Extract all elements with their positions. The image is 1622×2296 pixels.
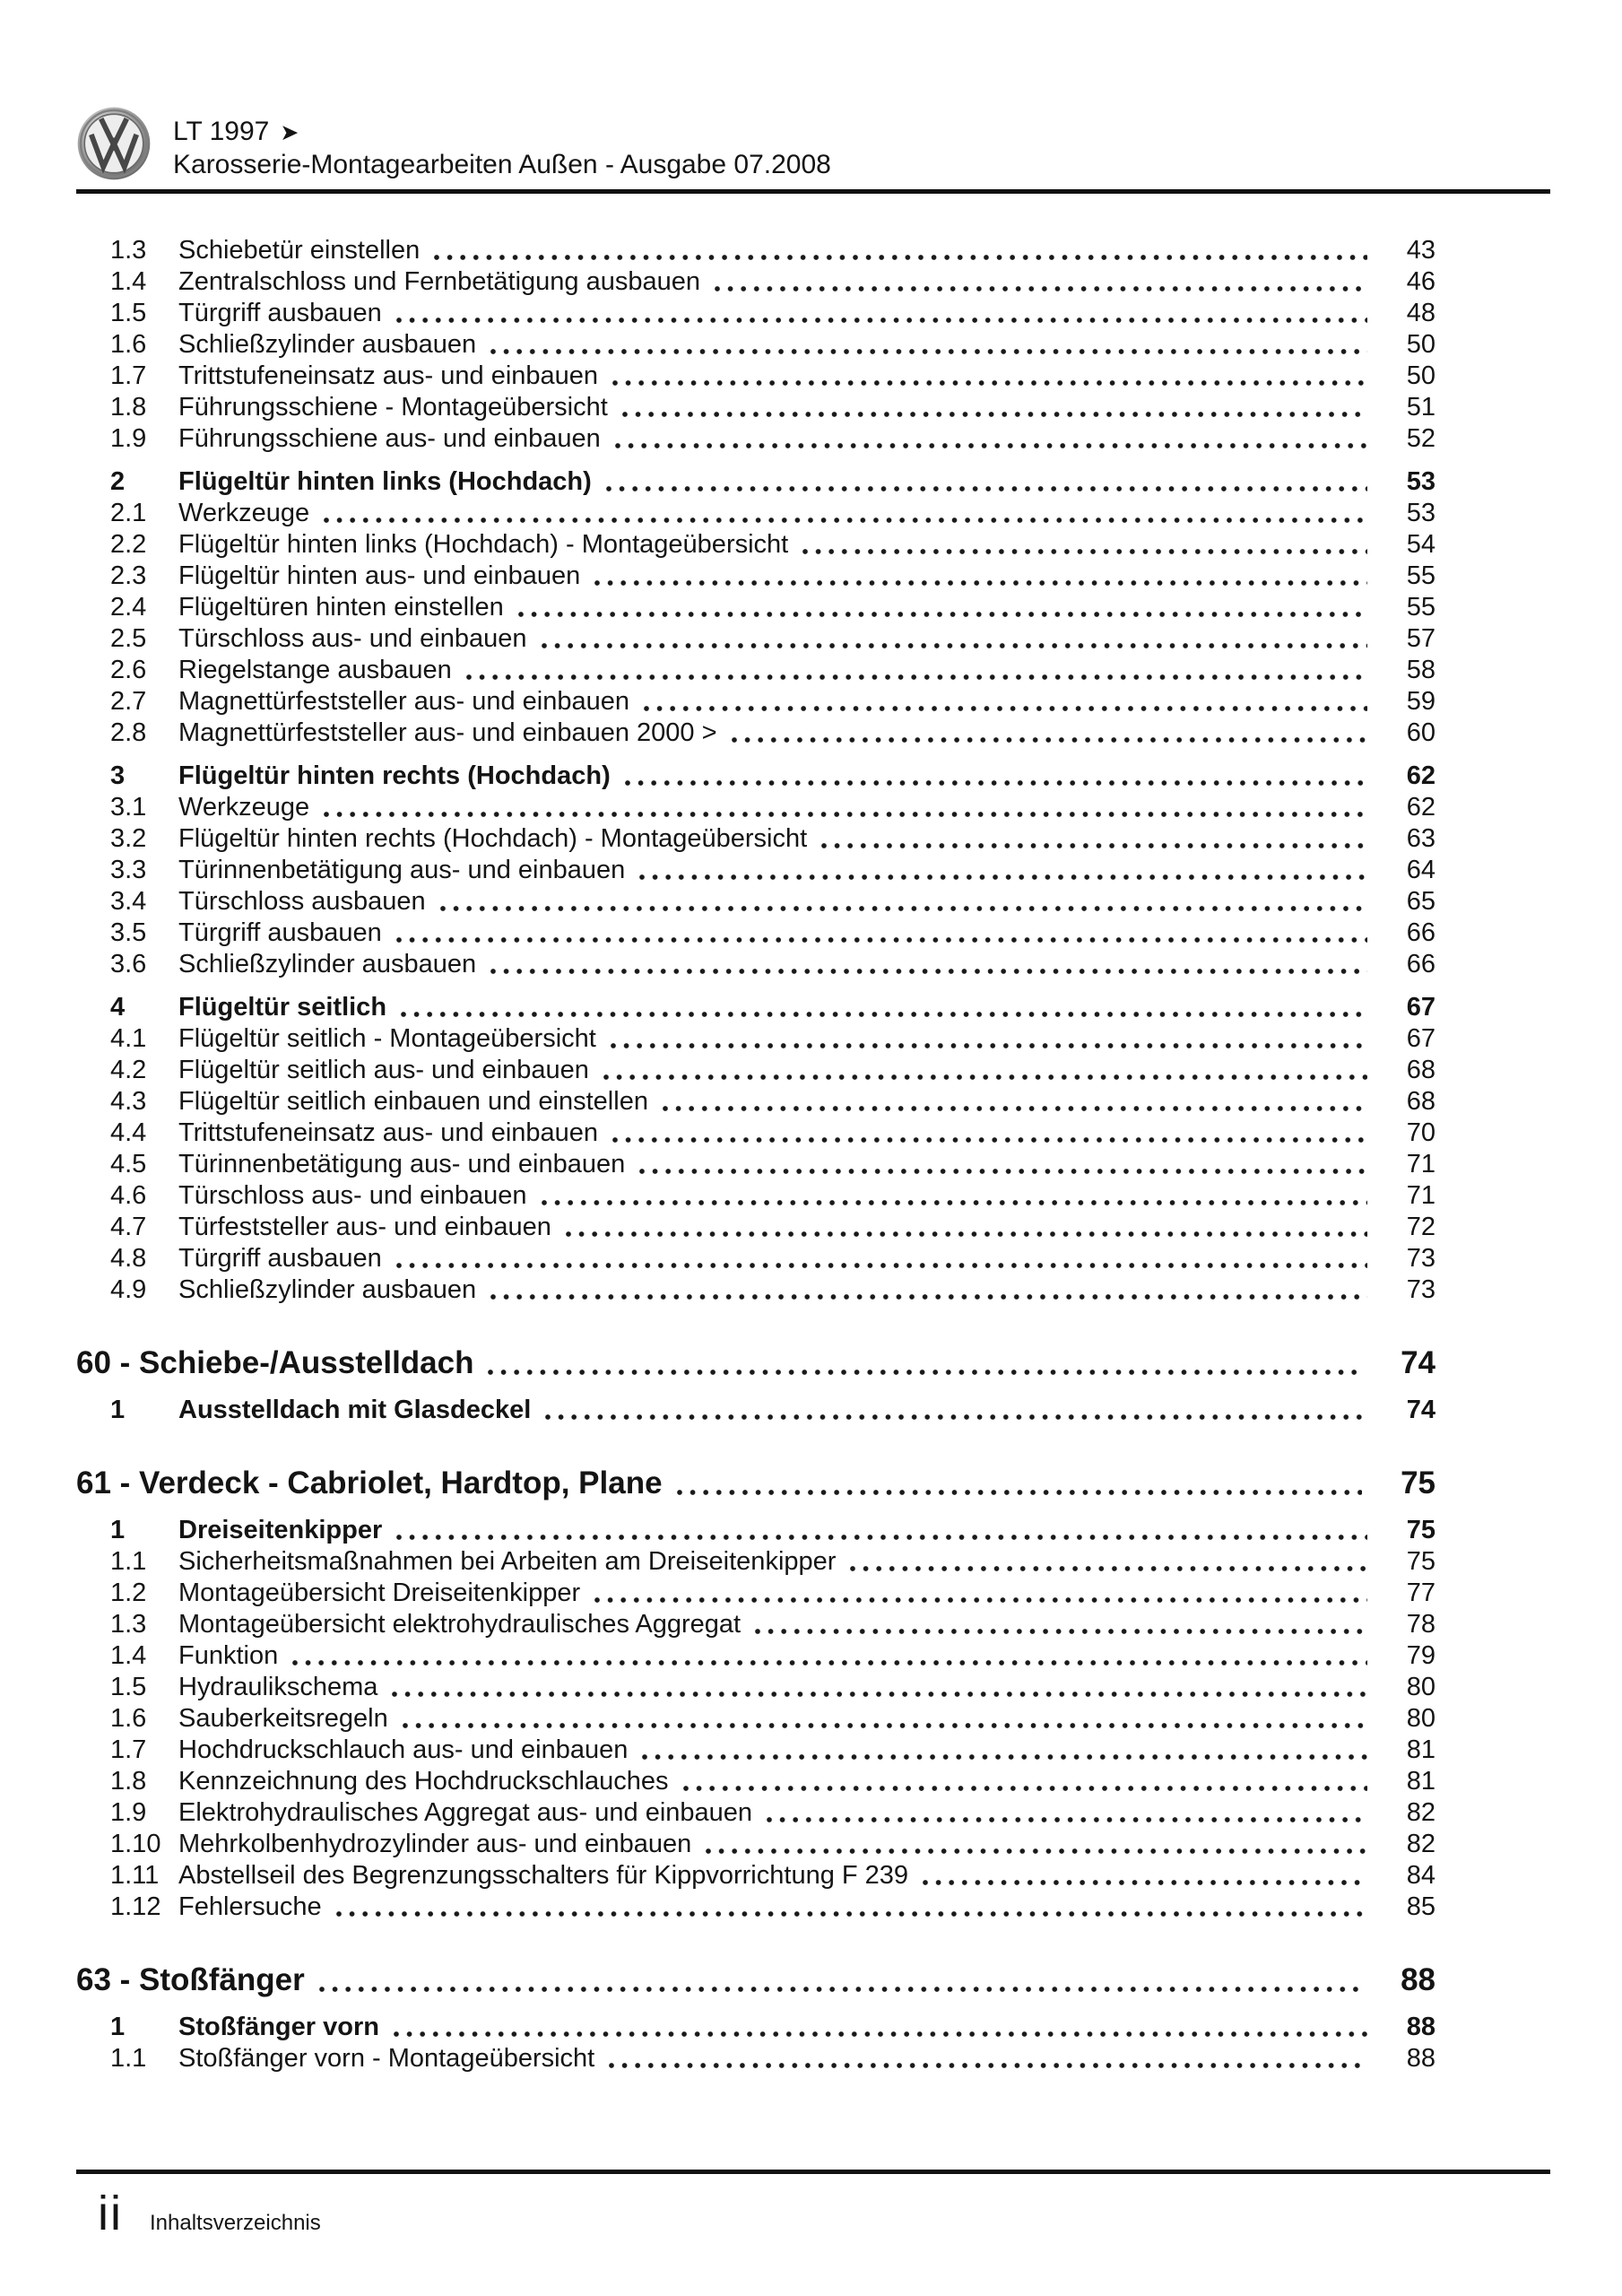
dot-leader bbox=[642, 1753, 1367, 1761]
toc-row bbox=[76, 1149, 1550, 1180]
toc-entry-number: 1.12 bbox=[110, 1892, 161, 1921]
toc-row bbox=[76, 235, 1550, 266]
toc-entry-number: 1.1 bbox=[110, 2044, 147, 2073]
toc-row bbox=[76, 1703, 1550, 1735]
dot-leader bbox=[677, 1489, 1362, 1496]
toc-row bbox=[76, 1515, 1550, 1546]
toc-row bbox=[76, 918, 1550, 949]
toc-row bbox=[76, 1212, 1550, 1243]
toc-entry-number: 4.8 bbox=[110, 1244, 147, 1273]
toc-entry-page: 73 bbox=[1406, 1244, 1436, 1273]
dot-leader bbox=[542, 642, 1367, 649]
toc-entry-title: Flügeltür hinten links (Hochdach) - Montageübersicht bbox=[178, 530, 789, 559]
toc-entry-number: 1 bbox=[110, 1516, 126, 1544]
dot-leader bbox=[611, 1042, 1367, 1049]
dot-leader bbox=[490, 348, 1367, 355]
toc-row bbox=[76, 1395, 1550, 1426]
toc-row bbox=[76, 761, 1550, 792]
toc-entry-number: 3.4 bbox=[110, 887, 147, 916]
toc-entry-title: Schiebetür einstellen bbox=[178, 236, 421, 265]
toc-entry-page: 51 bbox=[1406, 393, 1436, 422]
toc-entry-page: 88 bbox=[1406, 2044, 1436, 2073]
toc-entry-page: 64 bbox=[1406, 856, 1436, 884]
toc-entry-page: 73 bbox=[1406, 1275, 1436, 1304]
toc-entry-page: 70 bbox=[1406, 1118, 1436, 1147]
dot-leader bbox=[542, 1199, 1367, 1206]
toc-entry-title: Stoßfänger vorn bbox=[178, 2013, 379, 2041]
toc-entry-title: Flügeltür hinten links (Hochdach) bbox=[178, 467, 592, 496]
toc-entry-number: 2.3 bbox=[110, 561, 147, 590]
toc-entry-number: 1.4 bbox=[110, 1641, 147, 1670]
toc-entry-title: Schließzylinder ausbauen bbox=[178, 950, 477, 978]
toc-entry-number: 1.7 bbox=[110, 1735, 147, 1764]
toc-entry-number: 1.2 bbox=[110, 1578, 147, 1607]
dot-leader bbox=[706, 1848, 1367, 1855]
toc-row bbox=[76, 1055, 1550, 1086]
dot-leader bbox=[490, 968, 1367, 975]
toc-entry-page: 67 bbox=[1406, 993, 1436, 1022]
toc-entry-page: 53 bbox=[1406, 467, 1436, 496]
toc-entry-page: 80 bbox=[1406, 1673, 1436, 1701]
toc-row bbox=[76, 992, 1550, 1023]
toc-entry-number: 2.8 bbox=[110, 718, 147, 747]
toc-entry-number: 1.8 bbox=[110, 1767, 147, 1796]
toc-entry-page: 78 bbox=[1406, 1610, 1436, 1639]
toc-entry-title: Flügeltür seitlich - Montageübersicht bbox=[178, 1024, 596, 1053]
toc-row bbox=[76, 686, 1550, 718]
toc-row bbox=[76, 498, 1550, 529]
toc-entry-number: 4.6 bbox=[110, 1181, 147, 1210]
dot-leader bbox=[612, 1136, 1367, 1144]
dot-leader bbox=[715, 285, 1367, 292]
toc-entry-number: 3.3 bbox=[110, 856, 147, 884]
toc-entry-title: Montageübersicht Dreiseitenkipper bbox=[178, 1578, 581, 1607]
toc-entry-number: 4.5 bbox=[110, 1150, 147, 1178]
dot-leader bbox=[850, 1565, 1367, 1572]
toc-row bbox=[76, 423, 1550, 455]
toc-row bbox=[76, 623, 1550, 655]
dot-leader bbox=[615, 442, 1367, 449]
toc-row bbox=[76, 592, 1550, 623]
toc-entry-number: 1.3 bbox=[110, 1610, 147, 1639]
toc-row bbox=[76, 2043, 1550, 2074]
toc-row bbox=[76, 1609, 1550, 1640]
toc-entry-title: Flügeltür seitlich bbox=[178, 993, 387, 1022]
header-rule bbox=[76, 189, 1550, 194]
toc-entry-title: Funktion bbox=[178, 1641, 279, 1670]
toc-entry-page: 50 bbox=[1406, 361, 1436, 390]
dot-leader bbox=[440, 905, 1367, 912]
dot-leader bbox=[639, 874, 1367, 881]
toc-entry-title: Flügeltür hinten aus- und einbauen bbox=[178, 561, 581, 590]
toc-entry-page: 71 bbox=[1406, 1150, 1436, 1178]
toc-row bbox=[76, 1118, 1550, 1149]
dot-leader bbox=[622, 411, 1367, 418]
vw-logo bbox=[76, 106, 152, 181]
toc-list bbox=[76, 235, 1550, 2074]
toc-entry-title: Magnettürfeststeller aus- und einbauen bbox=[178, 687, 629, 716]
toc-entry-title: Türgriff ausbauen bbox=[178, 1244, 382, 1273]
toc-entry-page: 81 bbox=[1406, 1735, 1436, 1764]
toc-entry-title: Werkzeuge bbox=[178, 499, 310, 527]
toc-entry-title: Stoßfänger vorn - Montageübersicht bbox=[178, 2044, 595, 2073]
dot-leader bbox=[518, 611, 1367, 618]
dot-leader bbox=[434, 254, 1367, 261]
dot-leader bbox=[663, 1105, 1367, 1112]
dot-leader bbox=[396, 936, 1367, 944]
toc-entry-page: 88 bbox=[1406, 2013, 1436, 2041]
toc-row bbox=[76, 329, 1550, 361]
toc-entry-number: 4 bbox=[110, 993, 126, 1022]
toc-row bbox=[76, 266, 1550, 298]
toc-entry-page: 66 bbox=[1406, 918, 1436, 947]
toc-chapter-page: 74 bbox=[1401, 1345, 1436, 1380]
toc-entry-page: 75 bbox=[1406, 1547, 1436, 1576]
toc-row bbox=[76, 1860, 1550, 1892]
toc-row bbox=[76, 361, 1550, 392]
dot-leader bbox=[923, 1879, 1367, 1886]
toc-entry-title: Führungsschiene - Montageübersicht bbox=[178, 393, 608, 422]
toc-row bbox=[76, 792, 1550, 823]
toc-entry-page: 82 bbox=[1406, 1798, 1436, 1827]
toc-row bbox=[76, 949, 1550, 980]
toc-entry-title: Hydraulikschema bbox=[178, 1673, 378, 1701]
toc-chapter-title: 60 - Schiebe-/Ausstelldach bbox=[76, 1345, 474, 1380]
toc-entry-number: 1.1 bbox=[110, 1547, 147, 1576]
toc-row bbox=[76, 1578, 1550, 1609]
toc-entry-page: 74 bbox=[1406, 1396, 1436, 1424]
toc-entry-page: 77 bbox=[1406, 1578, 1436, 1607]
toc-row bbox=[76, 1086, 1550, 1118]
toc-entry-page: 53 bbox=[1406, 499, 1436, 527]
toc-entry-title: Montageübersicht elektrohydraulisches Aggregat bbox=[178, 1610, 742, 1639]
dot-leader bbox=[466, 674, 1367, 681]
toc-entry-page: 67 bbox=[1406, 1024, 1436, 1053]
toc-entry-page: 43 bbox=[1406, 236, 1436, 265]
arrow-right-icon: ➤ bbox=[280, 119, 299, 145]
toc-entry-page: 82 bbox=[1406, 1830, 1436, 1858]
toc-entry-number: 2 bbox=[110, 467, 126, 496]
toc-row bbox=[76, 1546, 1550, 1578]
toc-entry-title: Türfeststeller aus- und einbauen bbox=[178, 1213, 551, 1241]
toc-entry-number: 4.9 bbox=[110, 1275, 147, 1304]
toc-entry-title: Schließzylinder ausbauen bbox=[178, 1275, 477, 1304]
toc-chapter-page: 75 bbox=[1401, 1465, 1436, 1500]
toc-entry-page: 75 bbox=[1406, 1516, 1436, 1544]
toc-entry-number: 2.5 bbox=[110, 624, 147, 653]
dot-leader bbox=[394, 2031, 1367, 2038]
toc-entry-number: 1.5 bbox=[110, 1673, 147, 1701]
toc-entry-title: Zentralschloss und Fernbetätigung ausbauen bbox=[178, 267, 700, 296]
toc-entry-number: 4.1 bbox=[110, 1024, 147, 1053]
toc-entry-number: 1.5 bbox=[110, 299, 147, 327]
footer-rule bbox=[76, 2170, 1550, 2174]
toc-entry-page: 66 bbox=[1406, 950, 1436, 978]
toc-chapter-row bbox=[76, 1961, 1550, 2000]
toc-row bbox=[76, 1243, 1550, 1274]
dot-leader bbox=[612, 379, 1367, 387]
toc-entry-title: Hochdruckschlauch aus- und einbauen bbox=[178, 1735, 629, 1764]
toc-entry-number: 4.2 bbox=[110, 1056, 147, 1084]
dot-leader bbox=[802, 548, 1367, 555]
dot-leader bbox=[396, 317, 1367, 324]
toc-entry-page: 85 bbox=[1406, 1892, 1436, 1921]
dot-leader bbox=[755, 1628, 1367, 1635]
toc-entry-title: Dreiseitenkipper bbox=[178, 1516, 383, 1544]
toc-entry-title: Magnettürfeststeller aus- und einbauen 2000 > bbox=[178, 718, 717, 747]
toc-entry-title: Türgriff ausbauen bbox=[178, 299, 382, 327]
toc-row bbox=[76, 823, 1550, 855]
toc-entry-page: 52 bbox=[1406, 424, 1436, 453]
toc-entry-title: Flügeltür seitlich einbauen und einstellen bbox=[178, 1087, 648, 1116]
toc-entry-page: 68 bbox=[1406, 1087, 1436, 1116]
toc-entry-title: Kennzeichnung des Hochdruckschlauches bbox=[178, 1767, 669, 1796]
dot-leader bbox=[683, 1785, 1367, 1792]
toc-entry-title: Flügeltüren hinten einstellen bbox=[178, 593, 504, 622]
dot-leader bbox=[594, 1596, 1367, 1604]
toc-chapter-title: 61 - Verdeck - Cabriolet, Hardtop, Plane bbox=[76, 1465, 663, 1500]
toc-row bbox=[76, 1640, 1550, 1672]
toc-entry-page: 55 bbox=[1406, 593, 1436, 622]
toc-entry-number: 3.1 bbox=[110, 793, 147, 822]
toc-entry-number: 1.4 bbox=[110, 267, 147, 296]
toc-entry-number: 3.6 bbox=[110, 950, 147, 978]
dot-leader bbox=[392, 1691, 1367, 1698]
dot-leader bbox=[566, 1231, 1367, 1238]
toc-entry-page: 55 bbox=[1406, 561, 1436, 590]
dot-leader bbox=[324, 517, 1367, 524]
dot-leader bbox=[403, 1722, 1367, 1729]
toc-entry-number: 4.3 bbox=[110, 1087, 147, 1116]
toc-entry-title: Türgriff ausbauen bbox=[178, 918, 382, 947]
toc-entry-page: 84 bbox=[1406, 1861, 1436, 1890]
toc-row bbox=[76, 392, 1550, 423]
dot-leader bbox=[336, 1910, 1367, 1918]
toc-row bbox=[76, 718, 1550, 749]
toc-entry-number: 3 bbox=[110, 761, 126, 790]
header-text bbox=[173, 117, 831, 181]
toc-entry-title: Türschloss aus- und einbauen bbox=[178, 1181, 527, 1210]
toc-entry-title: Türschloss aus- und einbauen bbox=[178, 624, 527, 653]
toc-entry-number: 1.3 bbox=[110, 236, 147, 265]
dot-leader bbox=[609, 2062, 1367, 2069]
page-header bbox=[76, 106, 1550, 181]
dot-leader bbox=[732, 736, 1367, 744]
toc-entry-page: 63 bbox=[1406, 824, 1436, 853]
toc-row bbox=[76, 1274, 1550, 1306]
toc-entry-title: Ausstelldach mit Glasdeckel bbox=[178, 1396, 532, 1424]
toc-row bbox=[76, 1180, 1550, 1212]
dot-leader bbox=[292, 1659, 1367, 1666]
toc-entry-page: 79 bbox=[1406, 1641, 1436, 1670]
toc-row bbox=[76, 1892, 1550, 1923]
toc-row bbox=[76, 1735, 1550, 1766]
toc-row bbox=[76, 1766, 1550, 1797]
toc-row bbox=[76, 466, 1550, 498]
dot-leader bbox=[821, 842, 1367, 849]
toc-row bbox=[76, 1797, 1550, 1829]
toc-row bbox=[76, 529, 1550, 561]
toc-entry-title: Riegelstange ausbauen bbox=[178, 656, 452, 684]
toc-entry-title: Trittstufeneinsatz aus- und einbauen bbox=[178, 1118, 599, 1147]
dot-leader bbox=[644, 705, 1367, 712]
toc-entry-title: Sicherheitsmaßnahmen bei Arbeiten am Dreiseitenkipper bbox=[178, 1547, 837, 1576]
toc-entry-number: 1.8 bbox=[110, 393, 147, 422]
toc-entry-page: 50 bbox=[1406, 330, 1436, 359]
dot-leader bbox=[319, 1986, 1362, 1993]
dot-leader bbox=[606, 485, 1367, 492]
model-designation: LT 1997 bbox=[173, 117, 270, 146]
page-number: ii bbox=[98, 2187, 123, 2240]
footer-section-label: Inhaltsverzeichnis bbox=[150, 2211, 321, 2235]
toc-entry-title: Mehrkolbenhydrozylinder aus- und einbauen bbox=[178, 1830, 692, 1858]
dot-leader bbox=[396, 1262, 1367, 1269]
page-footer bbox=[76, 2170, 1550, 2239]
toc-chapter-row bbox=[76, 1464, 1550, 1503]
toc-row bbox=[76, 1829, 1550, 1860]
toc-entry-page: 48 bbox=[1406, 299, 1436, 327]
toc-entry-title: Flügeltür hinten rechts (Hochdach) bbox=[178, 761, 611, 790]
toc-entry-title: Fehlersuche bbox=[178, 1892, 322, 1921]
toc-entry-number: 2.2 bbox=[110, 530, 147, 559]
toc-entry-number: 1.9 bbox=[110, 1798, 147, 1827]
toc-entry-page: 46 bbox=[1406, 267, 1436, 296]
toc-entry-page: 62 bbox=[1406, 793, 1436, 822]
toc-entry-title: Werkzeuge bbox=[178, 793, 310, 822]
toc-entry-page: 59 bbox=[1406, 687, 1436, 716]
toc-entry-number: 1.11 bbox=[110, 1861, 160, 1890]
toc-row bbox=[76, 298, 1550, 329]
dot-leader bbox=[639, 1168, 1367, 1175]
toc-chapter-row bbox=[76, 1344, 1550, 1383]
toc-entry-number: 4.7 bbox=[110, 1213, 147, 1241]
toc-entry-number: 1 bbox=[110, 2013, 126, 2041]
toc-entry-number: 2.6 bbox=[110, 656, 147, 684]
dot-leader bbox=[396, 1534, 1367, 1541]
toc-entry-page: 81 bbox=[1406, 1767, 1436, 1796]
toc-entry-page: 60 bbox=[1406, 718, 1436, 747]
toc-entry-number: 3.2 bbox=[110, 824, 147, 853]
toc-entry-title: Sauberkeitsregeln bbox=[178, 1704, 388, 1733]
toc-entry-title: Türschloss ausbauen bbox=[178, 887, 426, 916]
dot-leader bbox=[625, 779, 1367, 787]
toc-entry-title: Flügeltür hinten rechts (Hochdach) - Montageübersicht bbox=[178, 824, 808, 853]
toc-entry-number: 2.7 bbox=[110, 687, 147, 716]
dot-leader bbox=[488, 1369, 1362, 1376]
toc-entry-number: 1.10 bbox=[110, 1830, 161, 1858]
toc-entry-page: 80 bbox=[1406, 1704, 1436, 1733]
dot-leader bbox=[767, 1816, 1367, 1823]
toc-entry-title: Trittstufeneinsatz aus- und einbauen bbox=[178, 361, 599, 390]
toc-entry-number: 2.1 bbox=[110, 499, 147, 527]
toc-entry-number: 1 bbox=[110, 1396, 126, 1424]
toc-entry-number: 1.6 bbox=[110, 1704, 147, 1733]
toc-entry-page: 58 bbox=[1406, 656, 1436, 684]
toc-entry-number: 1.6 bbox=[110, 330, 147, 359]
dot-leader bbox=[594, 579, 1367, 587]
toc-row bbox=[76, 855, 1550, 886]
toc-chapter-page: 88 bbox=[1401, 1962, 1436, 1997]
toc-row bbox=[76, 655, 1550, 686]
toc-row bbox=[76, 1023, 1550, 1055]
toc-entry-title: Elektrohydraulisches Aggregat aus- und einbauen bbox=[178, 1798, 753, 1827]
toc-entry-page: 57 bbox=[1406, 624, 1436, 653]
toc-entry-number: 1.7 bbox=[110, 361, 147, 390]
toc-entry-title: Türinnenbetätigung aus- und einbauen bbox=[178, 856, 626, 884]
toc-row bbox=[76, 2012, 1550, 2043]
toc-entry-number: 4.4 bbox=[110, 1118, 147, 1147]
document-title: Karosserie-Montagearbeiten Außen - Ausgabe 07.2008 bbox=[173, 150, 831, 179]
toc-entry-number: 3.5 bbox=[110, 918, 147, 947]
toc-row bbox=[76, 1672, 1550, 1703]
toc-entry-title: Flügeltür seitlich aus- und einbauen bbox=[178, 1056, 589, 1084]
toc-entry-page: 68 bbox=[1406, 1056, 1436, 1084]
toc-entry-page: 71 bbox=[1406, 1181, 1436, 1210]
dot-leader bbox=[324, 811, 1367, 818]
dot-leader bbox=[603, 1074, 1367, 1081]
toc-row bbox=[76, 561, 1550, 592]
dot-leader bbox=[545, 1413, 1367, 1421]
toc-entry-page: 54 bbox=[1406, 530, 1436, 559]
toc-entry-number: 1.9 bbox=[110, 424, 147, 453]
dot-leader bbox=[490, 1293, 1367, 1300]
toc-chapter-title: 63 - Stoßfänger bbox=[76, 1962, 305, 1997]
dot-leader bbox=[401, 1011, 1367, 1018]
toc-entry-title: Schließzylinder ausbauen bbox=[178, 330, 477, 359]
toc-entry-page: 62 bbox=[1406, 761, 1436, 790]
toc-entry-title: Abstellseil des Begrenzungsschalters für Kippvorrichtung F 239 bbox=[178, 1861, 909, 1890]
toc-entry-title: Führungsschiene aus- und einbauen bbox=[178, 424, 601, 453]
toc-row bbox=[76, 886, 1550, 918]
toc-entry-title: Türinnenbetätigung aus- und einbauen bbox=[178, 1150, 626, 1178]
toc-entry-number: 2.4 bbox=[110, 593, 147, 622]
toc-entry-page: 65 bbox=[1406, 887, 1436, 916]
toc-entry-page: 72 bbox=[1406, 1213, 1436, 1241]
